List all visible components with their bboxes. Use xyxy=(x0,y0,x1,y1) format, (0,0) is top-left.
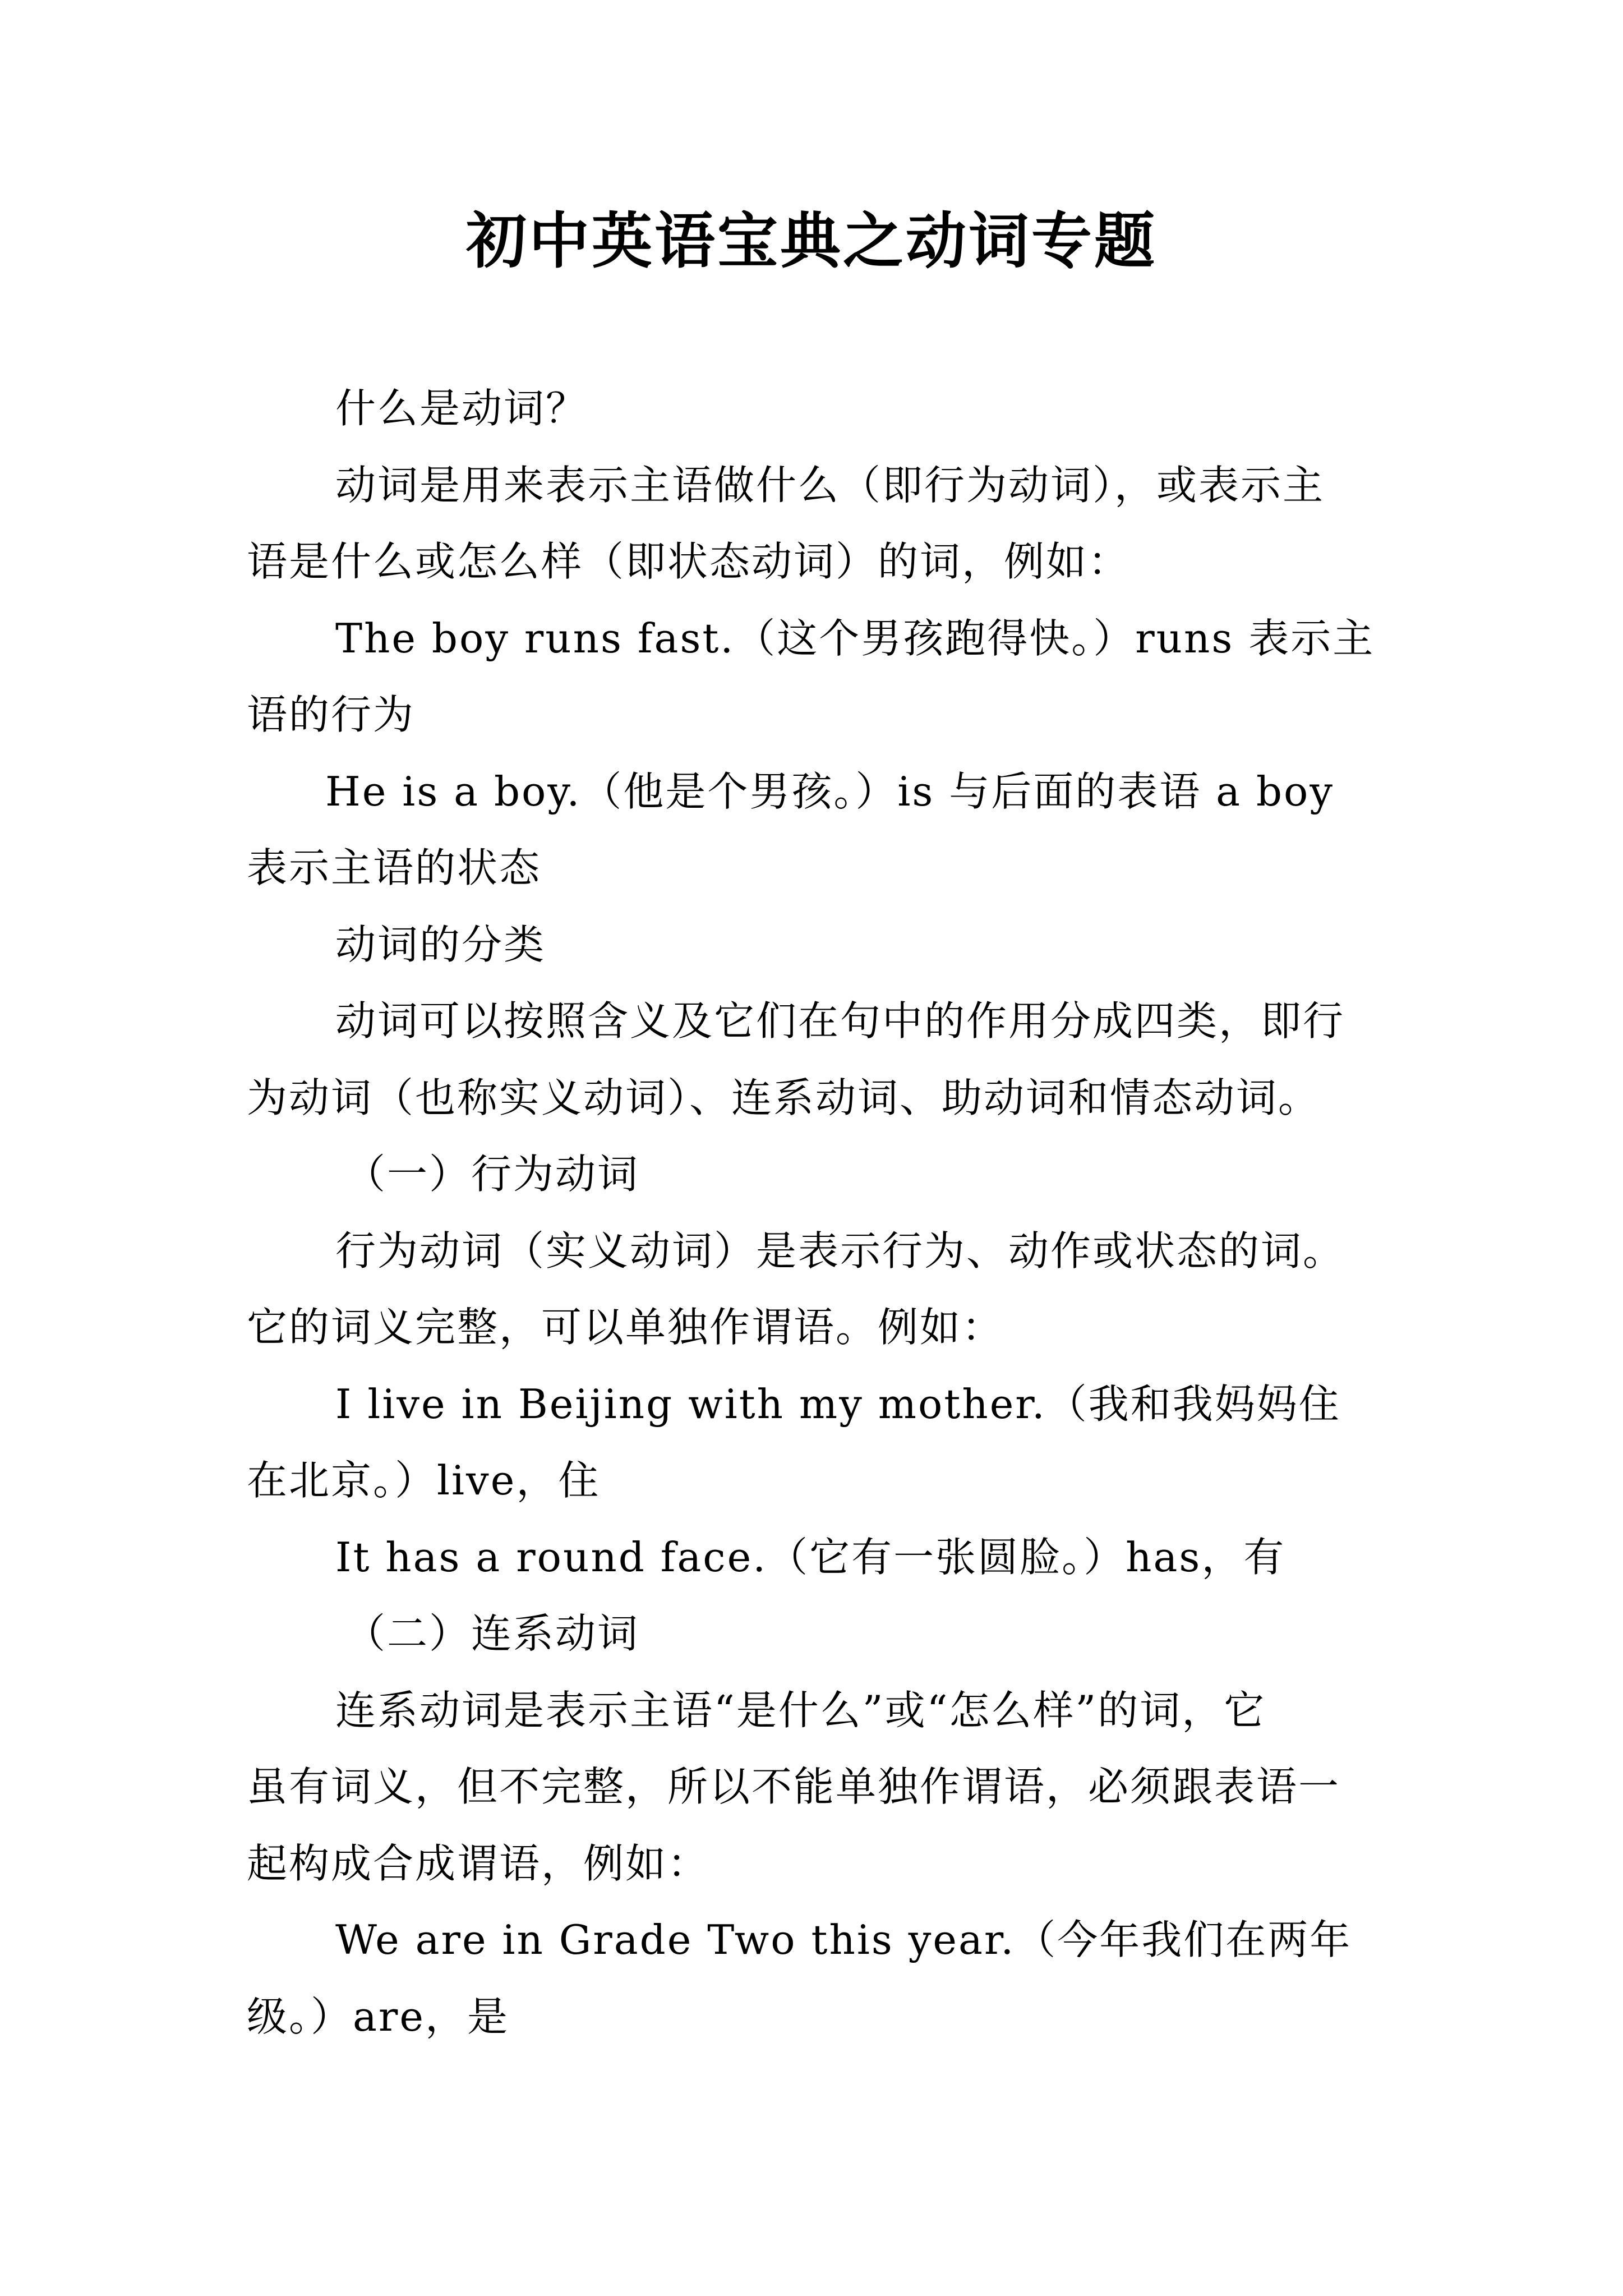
text-line: （一）行为动词 xyxy=(345,1151,640,1198)
text-line: 连系动词是表示主语“是什么”或“怎么样”的词，它 xyxy=(335,1686,1266,1734)
text-line: 虽有词义，但不完整，所以不能单独作谓语，必须跟表语一 xyxy=(247,1763,1341,1810)
text-line: 动词是用来表示主语做什么（即行为动词），或表示主 xyxy=(335,461,1325,509)
text-line: 表示主语的状态 xyxy=(247,844,542,891)
text-line: I live in Beijing with my mother.（我和我妈妈住 xyxy=(335,1380,1341,1428)
page-title: 初中英语宝典之动词专题 xyxy=(465,206,1157,277)
text-line: The boy runs fast.（这个男孩跑得快。）runs 表示主 xyxy=(335,614,1375,662)
text-line: 在北京。）live，住 xyxy=(247,1457,601,1504)
text-line: 什么是动词？ xyxy=(335,385,588,432)
text-line: He is a boy.（他是个男孩。）is 与后面的表语 a boy xyxy=(325,767,1335,815)
text-line: 起构成合成谓语，例如： xyxy=(247,1839,710,1887)
text-line: （二）连系动词 xyxy=(345,1610,640,1657)
text-line: It has a round face.（它有一张圆脸。）has，有 xyxy=(335,1533,1286,1581)
text-line: 为动词（也称实义动词）、连系动词、助动词和情态动词。 xyxy=(247,1074,1321,1121)
text-line: 语是什么或怎么样（即状态动词）的词，例如： xyxy=(247,538,1131,585)
text-line: 语的行为 xyxy=(247,691,416,738)
text-line: 它的词义完整，可以单独作谓语。例如： xyxy=(247,1304,1004,1351)
text-line: We are in Grade Two this year.（今年我们在两年 xyxy=(335,1916,1352,1963)
text-line: 行为动词（实义动词）是表示行为、动作或状态的词。 xyxy=(335,1227,1345,1274)
text-line: 动词的分类 xyxy=(335,921,546,968)
text-line: 动词可以按照含义及它们在句中的作用分成四类，即行 xyxy=(335,997,1345,1045)
text-line: 级。）are，是 xyxy=(247,1993,509,2040)
document-body xyxy=(247,370,1396,2055)
